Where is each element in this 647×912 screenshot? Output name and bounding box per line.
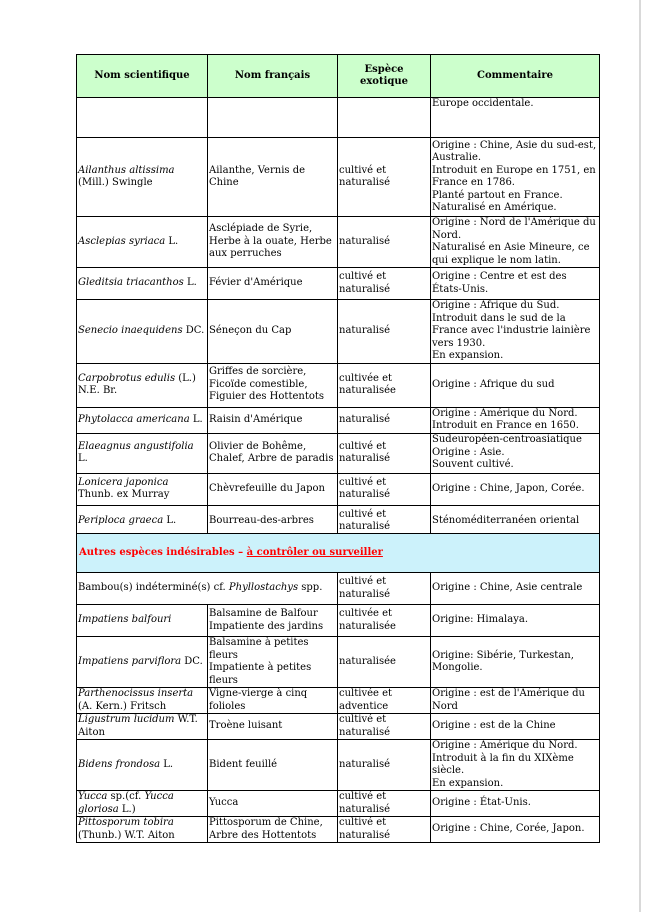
french-name-cell: Bourreau-des-arbres <box>208 505 338 537</box>
scientific-name-cell <box>77 714 208 740</box>
table-row <box>77 817 600 843</box>
exotic-status-cell: cultivé et naturalisé <box>338 791 431 817</box>
exotic-status-cell: cultivé et naturalisé <box>338 138 431 217</box>
page-edge-shadow <box>639 0 641 912</box>
french-name-cell: Troène luisant <box>208 714 338 740</box>
comment-cell: Origine : Afrique du sud <box>431 363 600 407</box>
table-row <box>77 433 600 473</box>
table-row <box>77 740 600 791</box>
comment-cell: Origine : Afrique du Sud. Introduit dans le sud de la France avec l'industrie lainière vers 1930. En expansion. <box>431 300 600 364</box>
author-name: Thunb. ex Murray <box>78 489 170 500</box>
author-name: L. <box>189 413 203 425</box>
french-name-cell: Bident feuillé <box>208 740 338 791</box>
author-name: (Mill.) Swingle <box>78 177 153 188</box>
table-row <box>77 363 600 407</box>
exotic-status-cell: naturalisée <box>338 637 431 688</box>
comment-cell: Origine : est de la Chine <box>431 714 600 740</box>
table-row <box>77 637 600 688</box>
species-table <box>76 54 600 538</box>
comment-cell: Origine : est de l'Amérique du Nord <box>431 688 600 714</box>
undesirable-species-table <box>76 533 600 843</box>
exotic-status-cell: cultivé et naturalisé <box>338 473 431 505</box>
french-name-cell: Yucca <box>208 791 338 817</box>
author-name: W.T. Aiton <box>78 714 198 738</box>
scientific-name-cell <box>77 268 208 300</box>
scientific-name-cell <box>77 688 208 714</box>
scientific-name-cell <box>77 740 208 791</box>
french-name-cell: Asclépiade de Syrie, Herbe à la ouate, Herbe aux perruches <box>208 217 338 268</box>
header-exotic-species: Espèce exotique <box>338 55 431 98</box>
author-name: DC. <box>182 325 205 336</box>
section-title-prefix: Autres espèces indésirables – <box>79 546 247 558</box>
author-name: (L.) N.E. Br. <box>78 372 196 396</box>
author-name: (A. Kern.) Fritsch <box>78 700 167 712</box>
scientific-name: Ligustrum lucidum <box>78 714 175 725</box>
table-row <box>77 217 600 268</box>
scientific-name: Asclepias syriaca <box>78 235 166 247</box>
french-name-cell: Balsamine à petites fleurs Impatiente à petites fleurs <box>208 637 338 688</box>
scientific-name-prefix: Bambou(s) indéterminé(s) cf. <box>78 582 229 594</box>
exotic-status-cell: naturalisé <box>338 407 431 433</box>
scientific-name: Carpobrotus edulis <box>78 372 176 384</box>
header-scientific-name: Nom scientifique <box>77 55 208 98</box>
scientific-name: Lonicera japonica <box>78 476 169 488</box>
exotic-status-cell: naturalisé <box>338 300 431 364</box>
scientific-name-cell <box>77 605 208 637</box>
exotic-status-cell: cultivé et naturalisé <box>338 505 431 537</box>
table-row <box>77 98 600 138</box>
scientific-name: Gleditsia triacanthos <box>78 277 184 289</box>
table-header-row <box>77 55 600 98</box>
comment-cell: Origine : Amérique du Nord. Introduit à la fin du XIXème siècle. En expansion. <box>431 740 600 791</box>
exotic-status-cell: naturalisé <box>338 217 431 268</box>
table-row <box>77 688 600 714</box>
scientific-name-cell <box>77 573 338 605</box>
table-row <box>77 714 600 740</box>
exotic-status-cell: cultivé et naturalisé <box>338 817 431 843</box>
author-name: L. <box>160 758 174 770</box>
exotic-status-cell: cultivé et naturalisé <box>338 573 431 605</box>
author-name: spp. <box>298 582 323 594</box>
header-french-name: Nom français <box>208 55 338 98</box>
french-name-cell: Vigne-vierge à cinq folioles <box>208 688 338 714</box>
author-name: L. <box>165 235 179 247</box>
french-name-cell: Févier d'Amérique <box>208 268 338 300</box>
scientific-name-cell <box>77 300 208 364</box>
table-row <box>77 138 600 217</box>
exotic-status-cell: cultivée et naturalisée <box>338 605 431 637</box>
french-name-cell: Séneçon du Cap <box>208 300 338 364</box>
french-name-cell: Pittosporum de Chine, Arbre des Hottentots <box>208 817 338 843</box>
comment-cell: Origine : Chine, Japon, Corée. <box>431 473 600 505</box>
exotic-status-cell <box>338 98 431 138</box>
scientific-name-cell <box>77 473 208 505</box>
french-name-cell: Ailanthe, Vernis de Chine <box>208 138 338 217</box>
scientific-name: Ailanthus altissima <box>78 164 175 176</box>
comment-cell: Origine: Himalaya. <box>431 605 600 637</box>
french-name-cell: Balsamine de Balfour Impatiente des jardins <box>208 605 338 637</box>
exotic-status-cell: cultivé et naturalisé <box>338 714 431 740</box>
scientific-name-cf: Yucca gloriosa <box>78 791 174 815</box>
table-row <box>77 407 600 433</box>
author-name: (Thunb.) W.T. Aiton <box>78 829 175 841</box>
scientific-name: Senecio inaequidens <box>78 325 183 336</box>
author-name: DC. <box>181 655 203 667</box>
french-name-cell: Olivier de Bohême, Chalef, Arbre de paradis <box>208 433 338 473</box>
exotic-status-cell: cultivée et naturalisée <box>338 363 431 407</box>
author-name: L. <box>183 277 197 289</box>
table-row <box>77 605 600 637</box>
french-name-cell: Raisin d'Amérique <box>208 407 338 433</box>
scientific-name: Phyllostachys <box>228 582 299 594</box>
section-title <box>77 534 600 573</box>
comment-cell: Europe occidentale. <box>431 98 600 138</box>
scientific-name-cell <box>77 817 208 843</box>
scientific-name: Impatiens parviflora <box>78 655 182 667</box>
scientific-name-cell <box>77 433 208 473</box>
table-row <box>77 791 600 817</box>
scientific-name: Parthenocissus inserta <box>78 688 194 699</box>
author-name-cf: L.) <box>118 803 136 815</box>
comment-cell: Origine : Chine, Corée, Japon. <box>431 817 600 843</box>
exotic-status-cell: cultivé et naturalisé <box>338 433 431 473</box>
table-row <box>77 268 600 300</box>
scientific-name-cell <box>77 138 208 217</box>
author-name: L. <box>78 453 88 464</box>
table-row <box>77 473 600 505</box>
scientific-name-cell <box>77 407 208 433</box>
scientific-name-cell <box>77 363 208 407</box>
comment-cell: Origine : Chine, Asie centrale <box>431 573 600 605</box>
section-title-row <box>77 534 600 573</box>
header-comment: Commentaire <box>431 55 600 98</box>
comment-cell: Sténoméditerranéen oriental <box>431 505 600 537</box>
scientific-name-cell <box>77 791 208 817</box>
scientific-name: Periploca graeca <box>78 514 164 526</box>
table-row <box>77 300 600 364</box>
exotic-status-cell: naturalisé <box>338 740 431 791</box>
comment-cell: Sudeuropéen-centroasiatique Origine : Asie. Souvent cultivé. <box>431 433 600 473</box>
comment-cell: Origine : Centre et est des États-Unis. <box>431 268 600 300</box>
scientific-name: Impatiens balfouri <box>78 614 172 626</box>
section-title-underlined: à contrôler ou surveiller <box>246 546 383 558</box>
author-name: L. <box>163 514 177 526</box>
scientific-name: Pittosporum tobira <box>78 817 174 828</box>
comment-cell: Origine : État-Unis. <box>431 791 600 817</box>
exotic-status-cell: cultivé et naturalisé <box>338 268 431 300</box>
scientific-name-cell <box>77 217 208 268</box>
scientific-name-cell <box>77 98 208 138</box>
french-name-cell: Griffes de sorcière, Ficoïde comestible, Figuier des Hottentots <box>208 363 338 407</box>
comment-cell: Origine : Amérique du Nord. Introduit en France en 1650. <box>431 407 600 433</box>
comment-cell: Origine: Sibérie, Turkestan, Mongolie. <box>431 637 600 688</box>
french-name-cell <box>208 98 338 138</box>
scientific-name: Bidens frondosa <box>78 758 161 770</box>
exotic-status-cell: cultivée et adventice <box>338 688 431 714</box>
scientific-name: Elaeagnus angustifolia <box>78 440 194 452</box>
scientific-name: Yucca <box>78 791 108 802</box>
comment-cell: Origine : Chine, Asie du sud-est, Australie. Introduit en Europe en 1751, en France en 1786. Planté partout en France. Naturalisé en Amérique. <box>431 138 600 217</box>
author-name: sp.(cf. <box>107 791 145 802</box>
french-name-cell: Chèvrefeuille du Japon <box>208 473 338 505</box>
table-row <box>77 573 600 605</box>
scientific-name-cell <box>77 637 208 688</box>
comment-cell: Origine : Nord de l'Amérique du Nord. Naturalisé en Asie Mineure, ce qui explique le nom latin. <box>431 217 600 268</box>
scientific-name: Phytolacca americana <box>78 413 190 425</box>
